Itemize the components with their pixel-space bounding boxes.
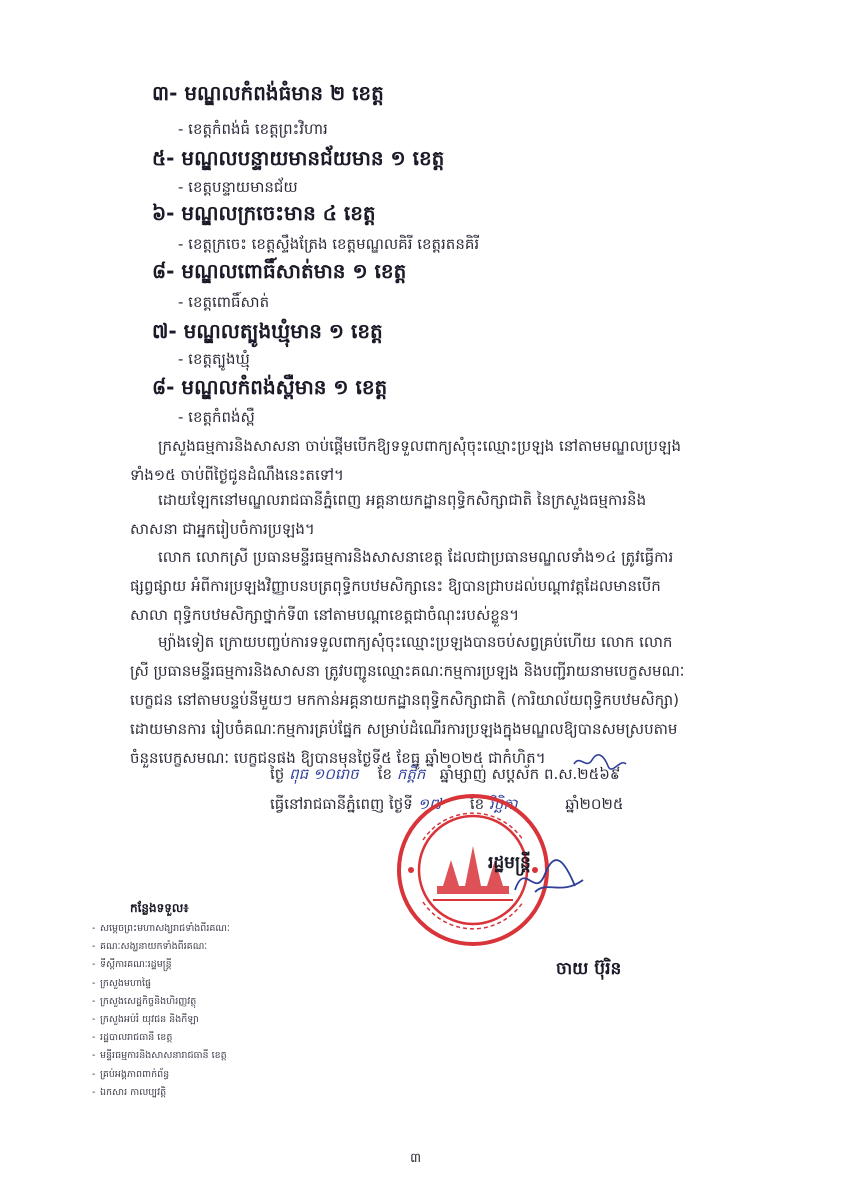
paragraph-2-line-1: ដោយឡែកនៅមណ្ឌលរាជធានីភ្នំពេញ អគ្គនាយកដ្ឋានពុទ្ធិកសិក្សាជាតិ នៃក្រសួងធម្មការនិង [158,491,647,509]
minister-title: រដ្ឋមន្ត្រី [488,853,531,873]
paragraph-4-line-2: ស្រី ប្រធានមន្ទីរធម្មការនិងសាសនា ត្រូវបញ្ជូនឈ្មោះគណៈកម្មការប្រឡង និងបញ្ជីរាយនាមបេក្ខសមណៈ [130,662,685,680]
lunar-year: ឆ្នាំម្សាញ់ សប្តស័ក ព.ស.២៥៦៩ [439,765,621,783]
lunar-day: ពុធ ១០រោច [289,765,359,783]
recipient-item: - ក្រសួងមហាផ្ទៃ [92,975,230,993]
lunar-date-prefix: ថ្ងៃ [270,765,285,783]
section-items-3: - ខេត្តក្រចេះ ខេត្តស្ទឹងត្រែង ខេត្តមណ្ឌលគិរី ខេត្តរតនគិរី [178,235,480,253]
recipient-item: - គណៈសង្ឃនាយកទាំងពីរគណៈ [92,938,230,956]
section-heading-1: ៣- មណ្ឌលកំពង់ធំមាន ២ ខេត្ត [152,81,384,105]
paragraph-3-line-3: សាលា ពុទ្ធិកបឋមសិក្សាថ្នាក់ទី៣ នៅតាមបណ្តាខេត្តជាចំណុះរបស់ខ្លួន។ [130,606,520,624]
section-heading-5: ៧- មណ្ឌលត្បូងឃ្មុំមាន ១ ខេត្ត [152,319,383,343]
paragraph-1-line-2: ទាំង១៥ ចាប់ពីថ្ងៃជូនដំណឹងនេះតទៅ។ [130,466,344,484]
paragraph-3-line-1: លោក លោកស្រី ប្រធានមន្ទីរធម្មការនិងសាសនាខេត្ត ដែលជាប្រធានមណ្ឌលទាំង១៤ ត្រូវធ្វើការ [158,548,674,566]
paragraph-2-line-2: សាសនា ជាអ្នករៀបចំការប្រឡង។ [130,520,315,538]
place-date-prefix: ធ្វើនៅរាជធានីភ្នំពេញ ថ្ងៃទី [270,795,413,813]
paragraph-3-line-2: ផ្សព្វផ្សាយ អំពីការប្រឡងវិញ្ញាបនបត្រពុទ្ធិកបឋមសិក្សានេះ ឱ្យបានជ្រាបដល់បណ្តាវត្តដែលមានបើក [130,577,661,595]
recipient-item: - មន្ទីរធម្មការនិងសាសនារាជធានី ខេត្ត [92,1047,230,1065]
section-items-5: - ខេត្តត្បូងឃ្មុំ [178,350,250,368]
signer-name: ចាយ ប៊ុរិន [556,959,622,979]
page-number: ៣ [410,1151,422,1166]
lunar-month-label: ខែ [377,765,393,783]
paragraph-4 [130,628,780,773]
paragraph-4-line-4: ដោយមានការ រៀបចំគណៈកម្មការគ្រប់ផ្នែក សម្រាប់ដំណើរការប្រឡងក្នុងមណ្ឌលឱ្យបានសមស្របតាម [130,720,678,738]
recipients-title: កន្លែងទទួល៖ [130,901,189,915]
section-items-1: - ខេត្តកំពង់ធំ ខេត្តព្រះវិហារ [178,120,328,138]
section-items-6: - ខេត្តកំពង់ស្ពឺ [178,408,255,426]
paragraph-1-line-1: ក្រសួងធម្មការនិងសាសនា ចាប់ផ្តើមបើកឱ្យទទួលពាក្យសុំចុះឈ្មោះប្រឡង នៅតាមមណ្ឌលប្រឡង [158,437,681,455]
paragraph-4-line-1: ម្យ៉ាងទៀត ក្រោយបញ្ចប់ការទទួលពាក្យសុំចុះឈ្មោះប្រឡងបានចប់សព្វគ្រប់ហើយ លោក លោក [158,633,673,651]
recipient-item: - ទីស្តីការគណៈរដ្ឋមន្ត្រី [92,956,230,974]
paragraph-4-line-3: បេក្ខជន នៅតាមបន្ទប់នីមួយៗ មកកាន់អគ្គនាយកដ្ឋានពុទ្ធិកសិក្សាជាតិ (ការិយាល័យពុទ្ធិកបឋមសិក្សា) [130,691,680,709]
recipients-list [92,920,230,1102]
section-heading-2: ៥- មណ្ឌលបន្ទាយមានជ័យមាន ១ ខេត្ត [152,146,445,170]
paragraph-3 [130,543,780,630]
recipient-item: - សម្តេចព្រះមហាសង្ឃរាជទាំងពីរគណៈ [92,920,230,938]
paragraph-1 [130,432,780,490]
place-month: វិច្ឆិកា [488,795,518,813]
recipient-item: - រដ្ឋបាលរាជធានី ខេត្ត [92,1029,230,1047]
section-heading-3: ៦- មណ្ឌលក្រចេះមាន ៤ ខេត្ត [152,201,376,225]
place-month-label: ខែ [469,795,485,813]
paragraph-4-line-5: ចំនួនបេក្ខសមណៈ បេក្ខជនផង ឱ្យបានមុនថ្ងៃទី៥ ខែធ្នូ ឆ្នាំ២០២៥ ជាកំហិត។ [130,749,546,767]
section-items-2: - ខេត្តបន្ទាយមានជ័យ [178,178,298,196]
recipient-item: - ក្រសួងអប់រំ យុវជន និងកីឡា [92,1011,230,1029]
paragraph-2 [130,486,780,544]
section-heading-6: ៨- មណ្ឌលកំពង់ស្ពឺមាន ១ ខេត្ត [152,375,388,399]
place-year: ឆ្នាំ២០២៥ [565,795,624,813]
section-items-4: - ខេត្តពោធិ៍សាត់ [178,293,270,311]
place-day: ១៧ [417,795,442,813]
recipient-item: - ឯកសារ កាលប្បវត្តិ [92,1084,230,1102]
signature-icon [505,850,595,910]
lunar-date-line [270,765,621,787]
recipient-item: - ក្រសួងសេដ្ឋកិច្ចនិងហិរញ្ញវត្ថុ [92,993,230,1011]
recipient-item: - គ្រប់អង្គភាពពាក់ព័ន្ធ [92,1066,230,1084]
lunar-month: កត្តិក [396,765,426,783]
section-heading-4: ៨- មណ្ឌលពោធិ៍សាត់មាន ១ ខេត្ត [152,259,407,283]
